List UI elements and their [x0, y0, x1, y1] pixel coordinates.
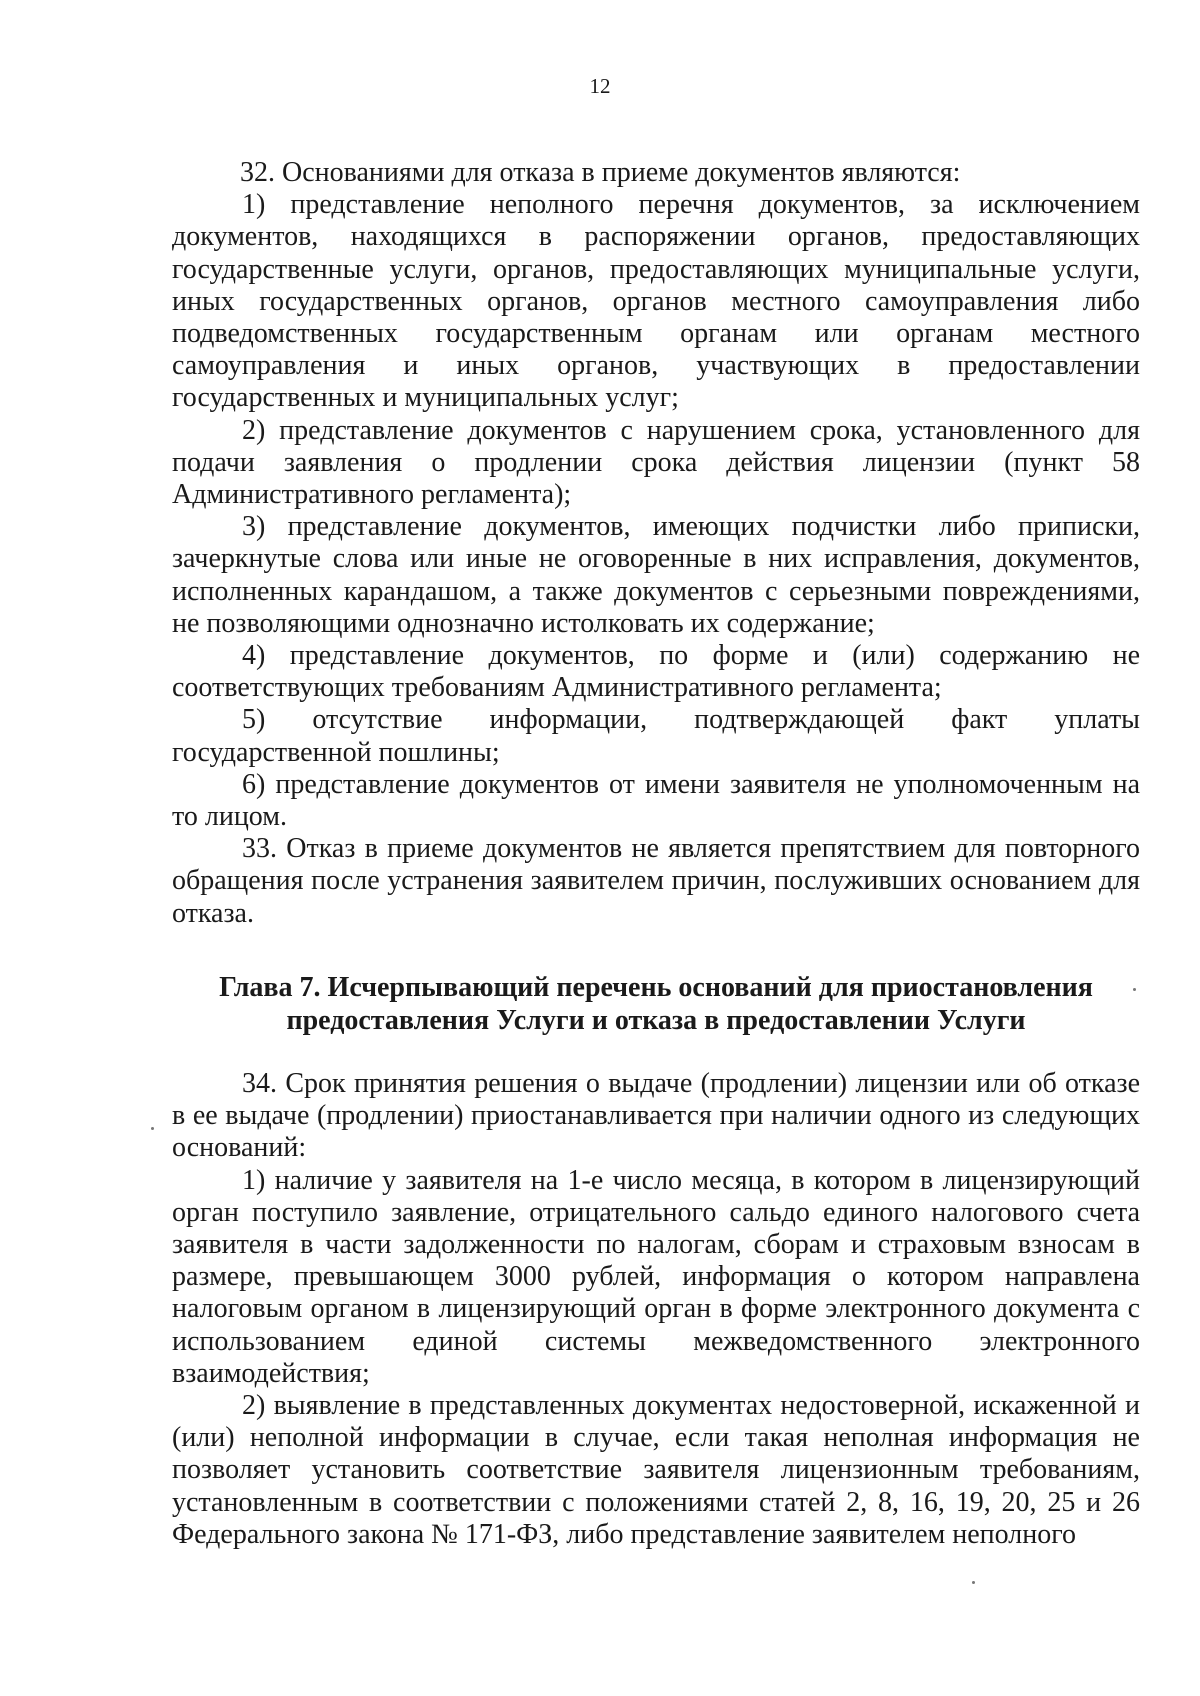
- list-item-3: 3) представление документов, имеющих подчистки либо приписки, зачеркнутые слова или иные не оговоренные в них исправления, документов, исполненных карандашом, а также документов с серьезными повреждениями, не позволяющими однозначно истолковать их содержание;: [172, 511, 1140, 639]
- list-item-1: 1) представление неполного перечня документов, за исключением документов, находящихся в распоряжении органов, предоставляющих государственные услуги, органов, предоставляющих муниципальные услуги, иных государственных органов, органов местного самоуправления либо подведомственных государственным органам или органам местного самоуправления и иных органов, участвующих в предоставлении государственных и муниципальных услуг;: [172, 189, 1140, 414]
- list-item-4: 4) представление документов, по форме и (или) содержанию не соответствующих требованиям Административного регламента;: [172, 640, 1140, 704]
- paragraph-33: 33. Отказ в приеме документов не является препятствием для повторного обращения после устранения заявителем причин, послуживших основанием для отказа.: [172, 833, 1140, 929]
- scan-speck: [151, 1127, 154, 1130]
- page-number: 12: [589, 74, 611, 98]
- section-grounds-for-refusal: [172, 157, 1140, 930]
- list-item-5: 5) отсутствие информации, подтверждающей факт уплаты государственной пошлины;: [172, 704, 1140, 768]
- suspension-item-2: 2) выявление в представленных документах недостоверной, искаженной и (или) неполной информации в случае, если такая неполная информация не позволяет установить соответствие заявителя лицензионным требованиям, установленным в соответствии с положениями статей 2, 8, 16, 19, 20, 25 и 26 Федерального закона № 171-ФЗ, либо представление заявителем неполного: [172, 1390, 1140, 1550]
- chapter-7-heading: [172, 971, 1140, 1037]
- paragraph-34: 34. Срок принятия решения о выдаче (продлении) лицензии или об отказе в ее выдаче (продлении) приостанавливается при наличии одного из следующих оснований:: [172, 1068, 1140, 1164]
- scan-speck: [1133, 988, 1136, 991]
- chapter-heading-line-1: Глава 7. Исчерпывающий перечень оснований для приостановления: [219, 972, 1093, 1003]
- scan-speck: [972, 1581, 975, 1584]
- section-suspension-grounds: [172, 1068, 1140, 1551]
- paragraph-32-intro: 32. Основаниями для отказа в приеме документов являются:: [240, 157, 961, 188]
- list-item-2: 2) представление документов с нарушением срока, установленного для подачи заявления о продлении срока действия лицензии (пункт 58 Административного регламента);: [172, 414, 1140, 511]
- list-item-6: 6) представление документов от имени заявителя не уполномоченным на то лицом.: [172, 768, 1140, 833]
- suspension-item-1: 1) наличие у заявителя на 1-е число месяца, в котором в лицензирующий орган поступило заявление, отрицательного сальдо единого налогового счета заявителя в части задолженности по налогам, сборам и страховым взносам в размере, превышающем 3000 рублей, информация о котором направлена налоговым органом в лицензирующий орган в форме электронного документа с использованием единой системы межведомственного электронного взаимодействия;: [172, 1164, 1140, 1389]
- chapter-heading-line-2: предоставления Услуги и отказа в предоставлении Услуги: [286, 1005, 1026, 1036]
